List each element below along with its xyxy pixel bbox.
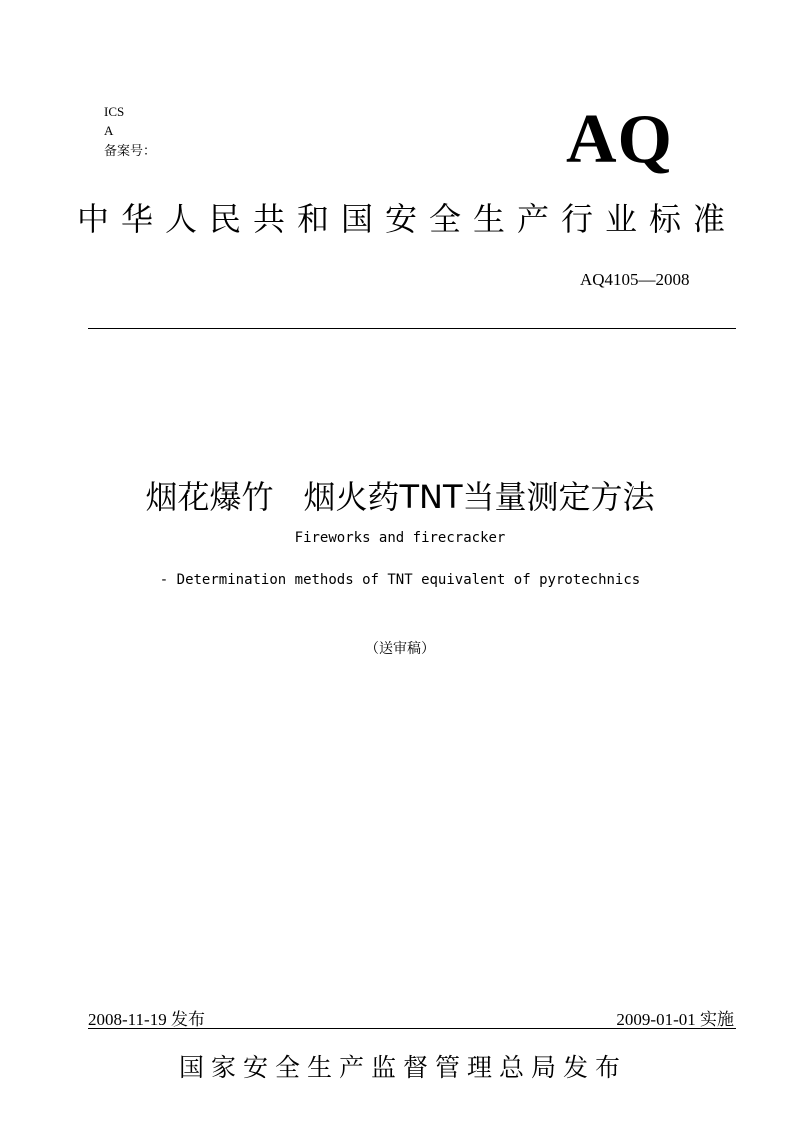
filing-number-label: 备案号： [104, 143, 157, 158]
aq-logo: AQ [566, 101, 673, 178]
title-chinese-part1: 烟花爆竹 [145, 478, 274, 516]
title-english-line2: - Determination methods of TNT equivalent of pyrotechnics [159, 572, 641, 588]
implementation-date: 2009-01-01 实施 [616, 1010, 734, 1029]
standard-code: AQ4105—2008 [580, 270, 690, 289]
classification-label: A [104, 123, 114, 138]
header-divider [88, 328, 736, 329]
title-chinese-part2: 烟火药TNT当量测定方法 [303, 478, 655, 516]
title-english-line1: Fireworks and firecracker [294, 530, 506, 546]
standard-name: 中华人民共和国安全生产行业标准 [76, 200, 737, 238]
issuing-authority: 国家安全生产监督管理总局发布 [178, 1053, 627, 1082]
draft-status: （送审稿） [365, 641, 435, 657]
ics-label: ICS [104, 104, 125, 119]
title-chinese [0, 474, 800, 520]
footer-divider [88, 1028, 736, 1029]
issue-date: 2008-11-19 发布 [88, 1010, 205, 1029]
